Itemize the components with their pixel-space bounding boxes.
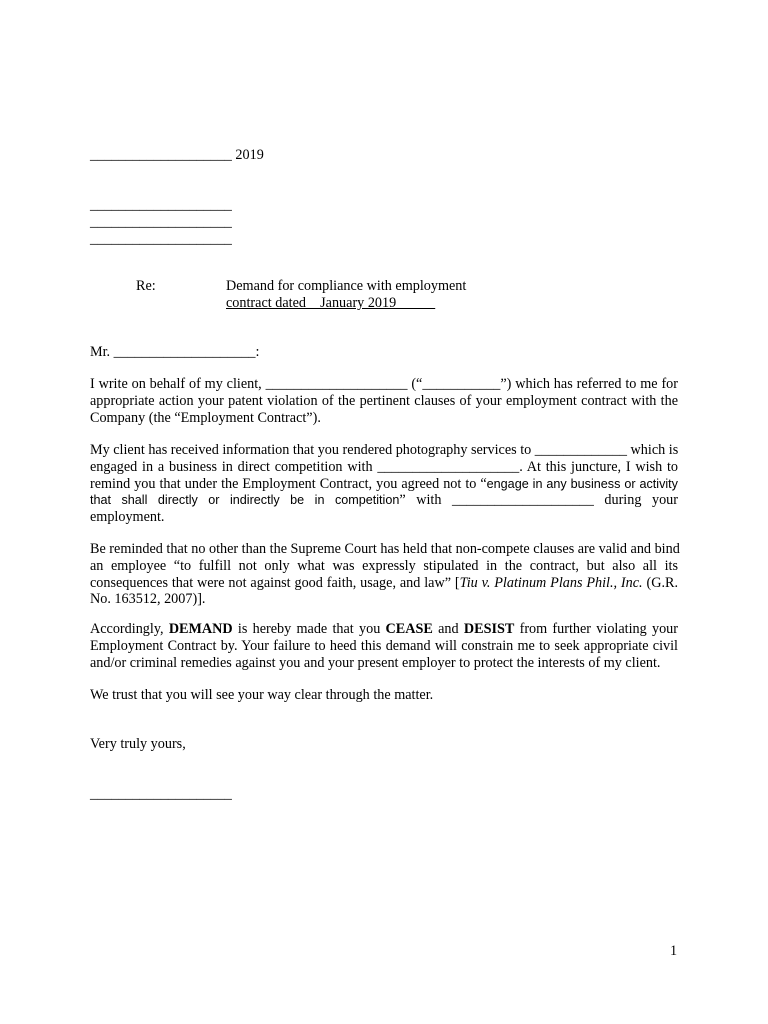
paragraph-4 — [90, 621, 678, 671]
paragraph-1-line-1: I write on behalf of my client, ____________________ (“___________”) which has referred to me for — [90, 376, 678, 392]
paragraph-4-text-a: Accordingly, — [90, 621, 169, 637]
quoted-clause-part-2: that shall directly or indirectly be in competition — [90, 493, 400, 508]
paragraph-3-line-1: Be reminded that no other than the Supreme Court has held that non-compete clauses are valid and bind — [90, 541, 680, 557]
signature-line: ____________________ — [90, 786, 232, 802]
paragraph-3-line-3-tail: (G.R. — [642, 574, 679, 591]
paragraph-4-text-c: and — [432, 621, 464, 637]
paragraph-4-line-1 — [90, 621, 678, 638]
paragraph-2-line-3 — [90, 476, 678, 493]
re-label: Re: — [136, 278, 156, 294]
paragraph-4-text-d: from further violating your — [514, 621, 678, 637]
salutation: Mr. ____________________: — [90, 344, 260, 360]
paragraph-2-line-4 — [90, 492, 678, 509]
paragraph-3-line-3 — [90, 575, 678, 592]
paragraph-3-line-2: an employee “to fulfill not only what was expressly stipulated in the contract, but also all its — [90, 557, 678, 574]
cease-word: CEASE — [385, 621, 433, 637]
demand-word: DEMAND — [168, 621, 233, 637]
closing: Very truly yours, — [90, 736, 186, 752]
address-line-1: ____________________ — [90, 197, 232, 213]
paragraph-3 — [90, 541, 678, 608]
re-subject-line-2: contract dated January 2019 — [226, 295, 436, 311]
re-subject-line-1: Demand for compliance with employment — [226, 278, 467, 294]
paragraph-3-line-3-text: consequences that were not against good faith, usage, and law” [ — [90, 574, 460, 591]
address-line-3: ____________________ — [90, 231, 232, 247]
paragraph-1 — [90, 376, 678, 426]
paragraph-2-line-3-text: remind you that under the Employment Contract, you agreed not to “ — [90, 475, 487, 492]
paragraph-4-text-b: is hereby made that you — [232, 621, 386, 637]
paragraph-1-line-2: appropriate action your patent violation of the pertinent clauses of your employment contract with the — [90, 392, 678, 409]
paragraph-2-line-2: engaged in a business in direct competition with ____________________. At this juncture, I wish to — [90, 458, 678, 475]
date-line: ____________________ 2019 — [90, 147, 264, 163]
address-line-2: ____________________ — [90, 214, 232, 230]
quoted-clause-part-1: engage in any business or activity — [486, 476, 678, 491]
page-number: 1 — [670, 943, 678, 959]
paragraph-2-line-1: My client has received information that you rendered photography services to _____________ which is — [90, 442, 679, 458]
paragraph-5: We trust that you will see your way clear through the matter. — [90, 687, 434, 703]
paragraph-3-line-4: No. 163512, 2007)]. — [90, 591, 206, 608]
paragraph-2 — [90, 442, 678, 526]
desist-word: DESIST — [463, 621, 515, 637]
paragraph-2-line-4-text: ” with ____________________ during your — [399, 492, 678, 509]
paragraph-2-line-5: employment. — [90, 509, 165, 526]
paragraph-1-line-3: Company (the “Employment Contract”). — [90, 409, 321, 426]
paragraph-4-line-3: and/or criminal remedies against you and your present employer to protect the interests of my client. — [90, 654, 661, 671]
paragraph-4-line-2: Employment Contract by. Your failure to heed this demand will constrain me to seek appropriate civil — [90, 637, 678, 654]
case-citation: Tiu v. Platinum Plans Phil., Inc. — [459, 574, 643, 591]
